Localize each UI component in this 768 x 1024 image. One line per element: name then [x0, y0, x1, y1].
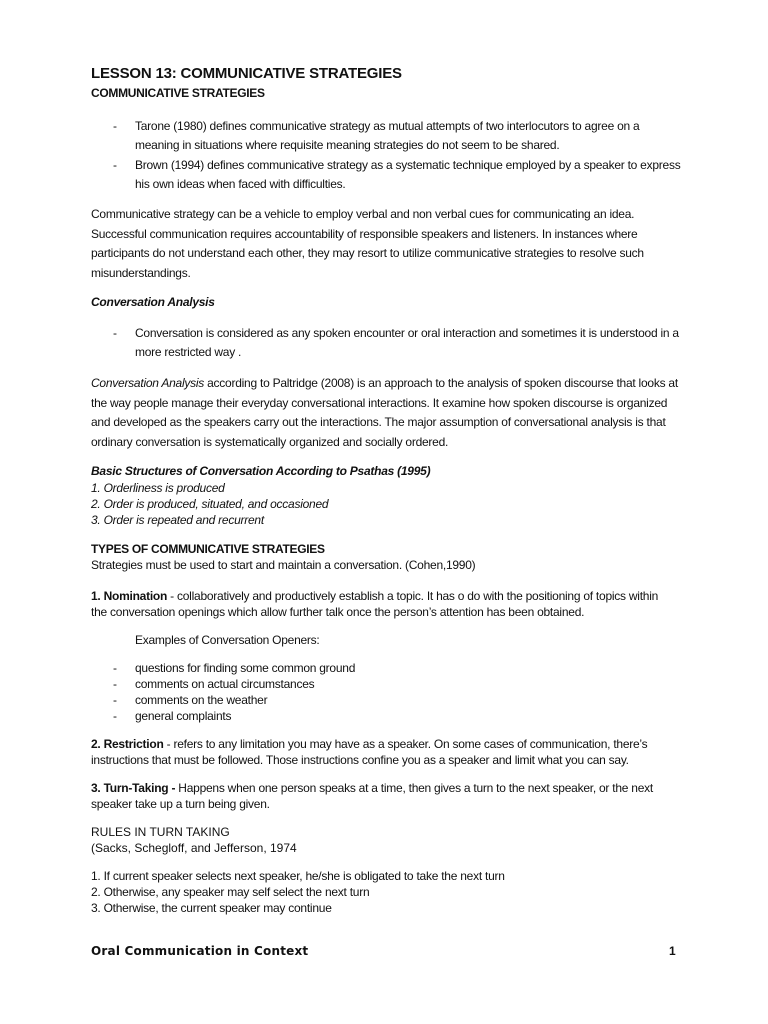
types-intro: Strategies must be used to start and maintain a conversation. (Cohen,1990)	[91, 558, 476, 572]
definition-line: Tarone (1980) defines communicative strategy as mutual attempts of two interlocutors to agree on a	[135, 119, 640, 133]
ca-paragraph	[91, 374, 678, 452]
bullet-dash: -	[113, 693, 117, 707]
paragraph-line	[91, 588, 658, 604]
definition-line: his own ideas when faced with difficulties.	[135, 177, 346, 191]
paragraph-line: the way people manage their everyday conversational interactions. It examine how spoken discourse is organized	[91, 395, 668, 410]
ca-italic-lead: Conversation Analysis	[91, 376, 205, 390]
paragraph-line: Successful communication requires accountability of responsible speakers and listeners. In instances where	[91, 226, 638, 241]
turn-taking-label: 3. Turn-Taking -	[91, 781, 176, 795]
nomination-text: - collaboratively and productively establish a topic. It has o do with the positioning of topics within	[167, 589, 659, 603]
turn-taking-block	[91, 780, 653, 812]
basic-structures-heading: Basic Structures of Conversation According to Psathas (1995)	[91, 464, 431, 478]
lesson-title: LESSON 13: COMMUNICATIVE STRATEGIES	[91, 65, 402, 82]
rule-item: 1. If current speaker selects next speaker, he/she is obligated to take the next turn	[91, 869, 505, 883]
turn-taking-text: Happens when one person speaks at a time, then gives a turn to the next speaker, or the next	[175, 781, 653, 795]
bullet-dash: -	[113, 326, 117, 340]
paragraph-line	[91, 736, 647, 752]
opener-text: questions for finding some common ground	[135, 661, 356, 675]
structure-item: 2. Order is produced, situated, and occasioned	[91, 497, 329, 511]
nomination-block	[91, 588, 658, 620]
bullet-dash: -	[113, 709, 117, 723]
paragraph-line: participants do not understand each other, they may resort to utilize communicative strategies to resolve such	[91, 246, 644, 260]
rules-heading: RULES IN TURN TAKING	[91, 825, 230, 839]
basic-structures-list	[91, 480, 328, 528]
paragraph-line: ordinary conversation is systematically organized and socially ordered.	[91, 434, 449, 449]
definition-line: Brown (1994) defines communicative strategy as a systematic technique employed by a speaker to express	[135, 158, 681, 172]
paragraph-line: the conversation openings which allow further talk once the person’s attention has been obtained.	[91, 605, 585, 619]
paragraph-line	[91, 374, 678, 394]
paragraph-line	[91, 780, 653, 796]
openers-heading: Examples of Conversation Openers:	[135, 633, 320, 647]
opener-text: comments on actual circumstances	[135, 677, 315, 691]
definition-line: meaning in situations where requisite meaning strategies do not seem to be shared.	[135, 138, 560, 152]
footer-title: Oral Communication in Context	[91, 944, 309, 958]
rules-list	[91, 868, 505, 916]
conversation-analysis-heading: Conversation Analysis	[91, 295, 215, 309]
bullet-dash: -	[113, 661, 117, 675]
paragraph-line: and developed as the speakers carry out the interactions. The major assumption of conversational analysis is that	[91, 415, 666, 429]
bullet-line: Conversation is considered as any spoken encounter or oral interaction and sometimes it is understood in a	[135, 326, 679, 340]
rules-source: (Sacks, Schegloff, and Jefferson, 1974	[91, 841, 297, 855]
paragraph-line: instructions that must be followed. Those instructions confine you as a speaker and limit what you can say.	[91, 753, 629, 767]
bullet-dash: -	[113, 158, 117, 172]
nomination-label: 1. Nomination	[91, 589, 168, 603]
paragraph-line: misunderstandings.	[91, 265, 191, 280]
page-number: 1	[669, 944, 676, 958]
bullet-dash: -	[113, 677, 117, 691]
structure-item: 3. Order is repeated and recurrent	[91, 513, 264, 527]
intro-paragraph	[91, 205, 644, 283]
opener-text: comments on the weather	[135, 693, 268, 707]
restriction-text: - refers to any limitation you may have as a speaker. On some cases of communication, there’s	[163, 737, 648, 751]
types-heading: TYPES OF COMMUNICATIVE STRATEGIES	[91, 542, 325, 556]
opener-text: general complaints	[135, 709, 232, 723]
paragraph-line: speaker take up a turn being given.	[91, 797, 270, 811]
structure-item: 1. Orderliness is produced	[91, 481, 225, 495]
restriction-label: 2. Restriction	[91, 737, 164, 751]
restriction-block	[91, 736, 647, 768]
rule-item: 2. Otherwise, any speaker may self select the next turn	[91, 885, 370, 899]
ca-line-rest: according to Paltridge (2008) is an approach to the analysis of spoken discourse that looks at	[204, 376, 678, 390]
bullet-line: more restricted way .	[135, 345, 242, 359]
subtitle: COMMUNICATIVE STRATEGIES	[91, 86, 265, 100]
bullet-dash: -	[113, 119, 117, 133]
rule-item: 3. Otherwise, the current speaker may continue	[91, 901, 332, 915]
paragraph-line: Communicative strategy can be a vehicle to employ verbal and non verbal cues for communicating an idea.	[91, 207, 635, 221]
